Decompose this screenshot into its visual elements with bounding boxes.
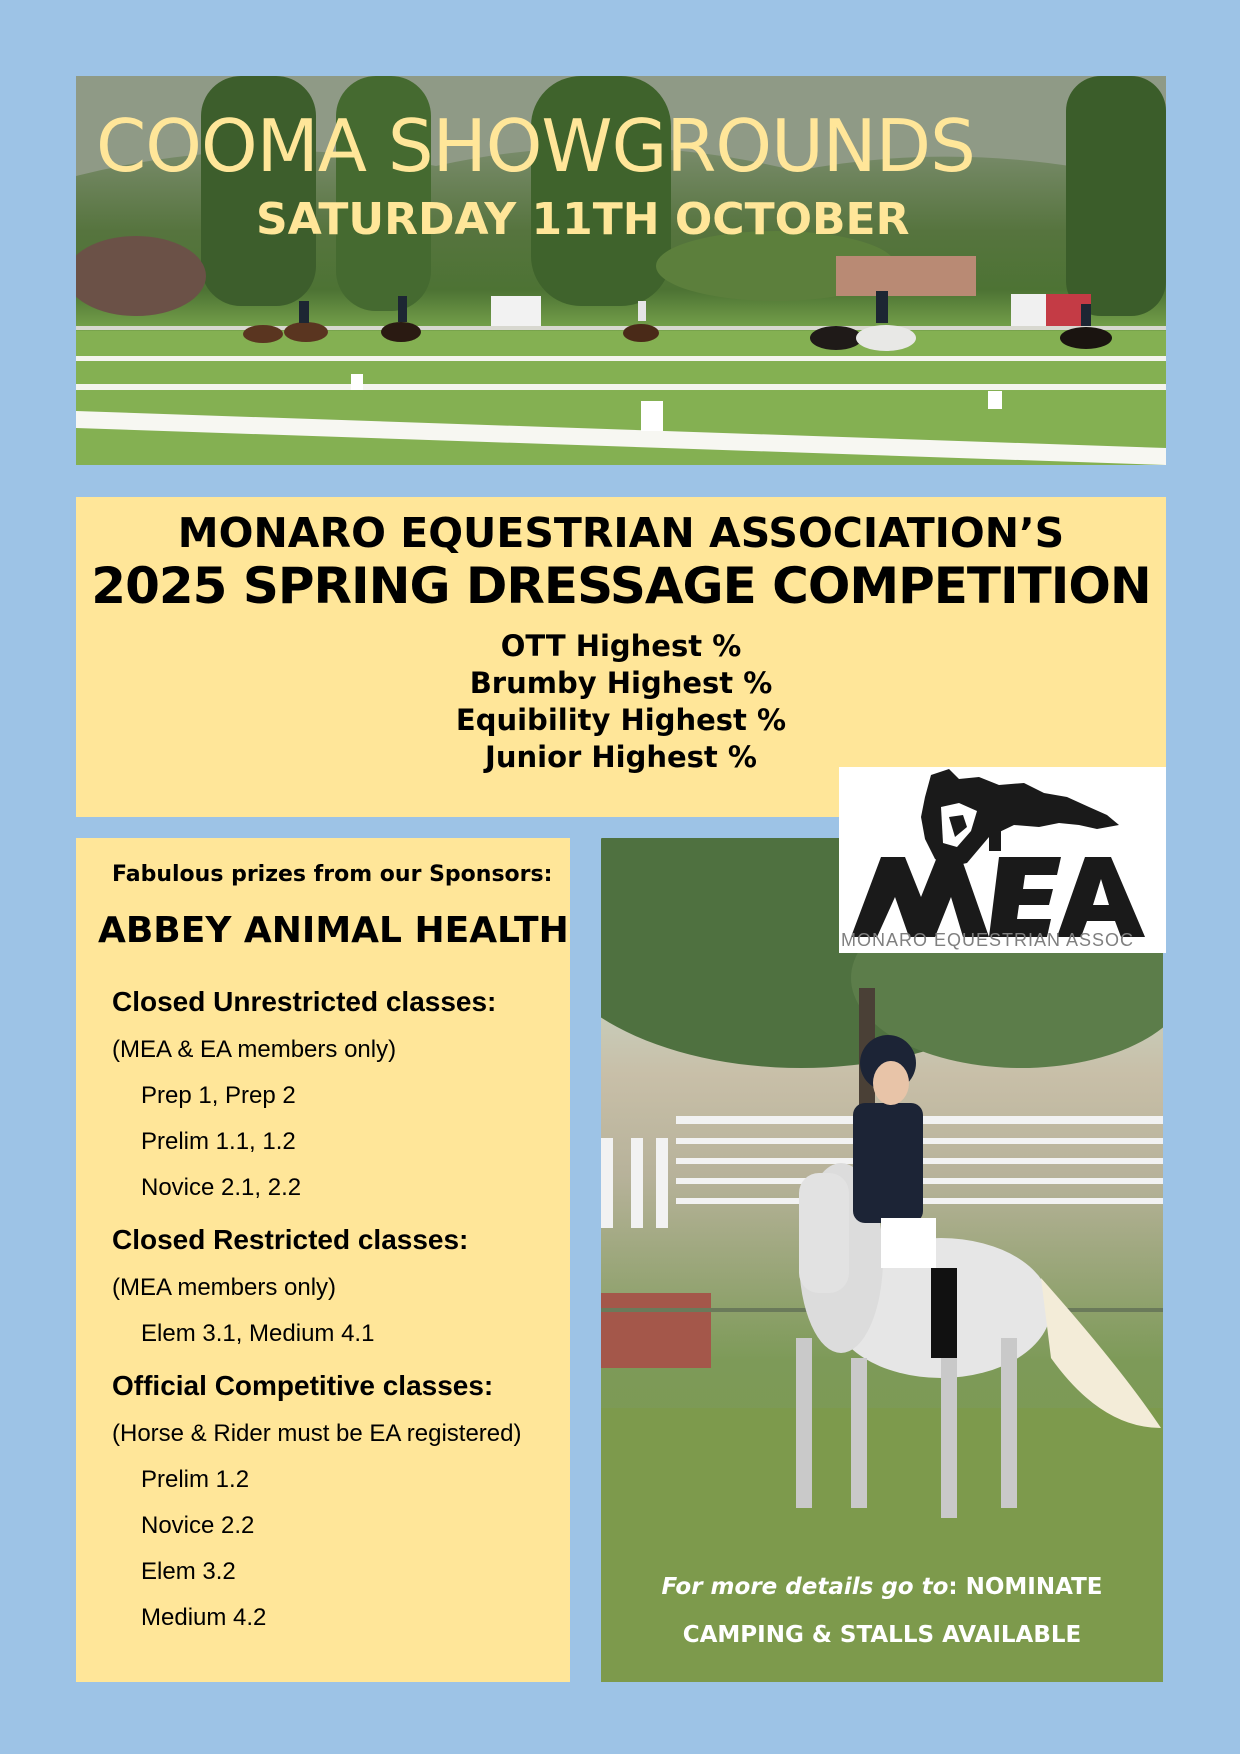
class-item: Elem 3.1, Medium 4.1 xyxy=(141,1320,375,1347)
venue-title: COOMA SHOWGROUNDS xyxy=(96,104,975,188)
closed-restricted-note: (MEA members only) xyxy=(112,1274,337,1301)
logo-subtitle: MONARO EQUESTRIAN ASSOC xyxy=(841,930,1135,950)
rider-photo xyxy=(601,838,1163,1682)
official-competitive-note: (Horse & Rider must be EA registered) xyxy=(112,1420,522,1447)
classes-panel xyxy=(76,838,570,1682)
details-line xyxy=(601,1574,1163,1600)
mea-logo xyxy=(839,767,1166,953)
event-date: SATURDAY 11TH OCTOBER xyxy=(256,194,910,245)
sponsor-intro: Fabulous prizes from our Sponsors: xyxy=(112,862,553,887)
hero-photo-banner xyxy=(76,76,1166,465)
sponsor-name: ABBEY ANIMAL HEALTH xyxy=(98,910,569,951)
camping-line: CAMPING & STALLS AVAILABLE xyxy=(682,1622,1082,1648)
award-equibility: Equibility Highest % xyxy=(455,703,787,737)
award-ott: OTT Highest % xyxy=(500,629,742,663)
class-item: Prep 1, Prep 2 xyxy=(141,1082,296,1109)
association-name: MONARO EQUESTRIAN ASSOCIATION’S xyxy=(177,509,1065,557)
grey-horse-rider-photo xyxy=(601,838,1163,1682)
class-item: Prelim 1.2 xyxy=(141,1466,250,1493)
closed-unrestricted-note: (MEA & EA members only) xyxy=(112,1036,397,1063)
details-prefix: For more details go to xyxy=(661,1574,949,1600)
closed-restricted-heading: Closed Restricted classes: xyxy=(112,1224,469,1255)
class-item: Novice 2.2 xyxy=(141,1512,255,1539)
class-item: Prelim 1.1, 1.2 xyxy=(141,1128,296,1155)
closed-unrestricted-heading: Closed Unrestricted classes: xyxy=(112,986,497,1017)
details-suffix: : NOMINATE xyxy=(948,1574,1103,1600)
horse-head-logo-icon xyxy=(839,767,1166,953)
competition-name: 2025 SPRING DRESSAGE COMPETITION xyxy=(91,557,1151,615)
award-brumby: Brumby Highest % xyxy=(469,666,773,700)
class-item: Medium 4.2 xyxy=(141,1604,267,1631)
official-competitive-heading: Official Competitive classes: xyxy=(112,1370,494,1401)
class-item: Novice 2.1, 2.2 xyxy=(141,1174,302,1201)
class-item: Elem 3.2 xyxy=(141,1558,236,1585)
award-junior: Junior Highest % xyxy=(485,740,757,774)
